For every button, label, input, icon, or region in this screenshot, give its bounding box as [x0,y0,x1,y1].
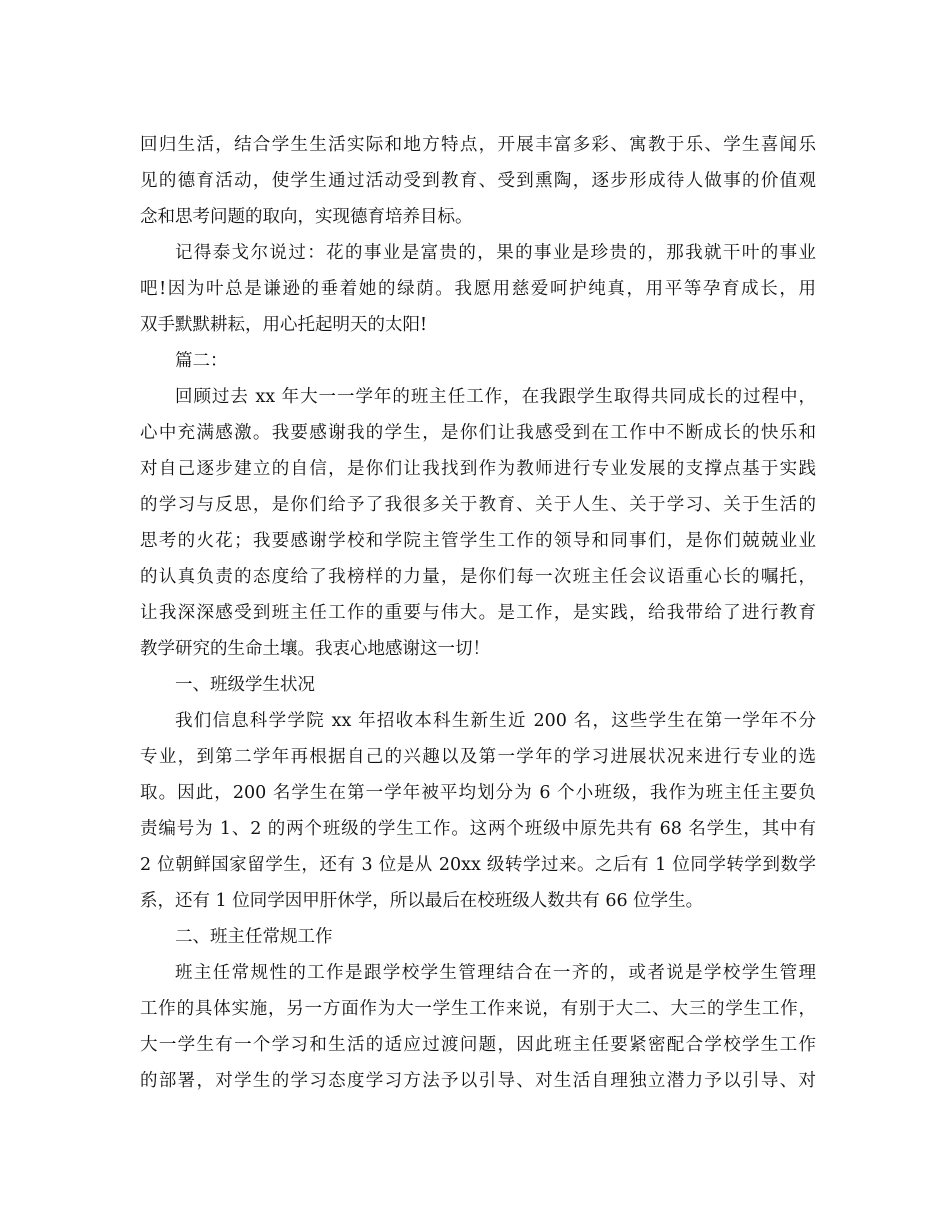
text-line: 吧!因为叶总是谦逊的垂着她的绿荫。我愿用慈爱呵护纯真，用平等孕育成长，用 [140,279,816,299]
text-line: 念和思考问题的取向，实现德育培养目标。 [140,207,473,227]
document-body [140,127,816,1099]
text-line: 系，还有 1 位同学因甲肝休学，所以最后在校班级人数共有 66 位学生。 [140,891,704,911]
text-line: 双手默默耕耘，用心托起明天的太阳! [140,315,428,335]
text-line: 的部署，对学生的学习态度学习方法予以引导、对生活自理独立潜力予以引导、对 [140,1071,816,1091]
text-line: 回归生活，结合学生生活实际和地方特点，开展丰富多彩、寓教于乐、学生喜闻乐 [140,135,816,155]
text-line: 责编号为 1、2 的两个班级的学生工作。这两个班级中原先共有 68 名学生，其中有 [140,819,816,839]
text-line: 取。因此，200 名学生在第一学年被平均划分为 6 个小班级，我作为班主任主要负 [140,783,816,803]
text-line: 记得泰戈尔说过：花的事业是富贵的，果的事业是珍贵的，那我就干叶的事业 [175,243,816,263]
text-line: 让我深深感受到班主任工作的重要与伟大。是工作，是实践，给我带给了进行教育 [140,603,816,623]
text-line: 对自己逐步建立的自信，是你们让我找到作为教师进行专业发展的支撑点基于实践 [140,459,816,479]
text-line: 见的德育活动，使学生通过活动受到教育、受到熏陶，逐步形成待人做事的价值观 [140,171,816,191]
text-line: 回顾过去 xx 年大一一学年的班主任工作，在我跟学生取得共同成长的过程中， [175,387,816,407]
text-line: 二、班主任常规工作 [175,927,333,947]
text-line: 专业，到第二学年再根据自己的兴趣以及第一学年的学习进展状况来进行专业的选 [140,747,816,767]
text-line: 工作的具体实施，另一方面作为大一学生工作来说，有别于大二、大三的学生工作， [140,999,816,1019]
text-line: 教学研究的生命土壤。我衷心地感谢这一切！ [140,639,490,659]
text-line: 2 位朝鲜国家留学生，还有 3 位是从 20xx 级转学过来。之后有 1 位同学转学到数学 [140,855,816,875]
text-line: 我们信息科学学院 xx 年招收本科生新生近 200 名，这些学生在第一学年不分 [175,711,816,731]
text-line: 的学习与反思，是你们给予了我很多关于教育、关于人生、关于学习、关于生活的 [140,495,816,515]
text-line: 的认真负责的态度给了我榜样的力量，是你们每一次班主任会议语重心长的嘱托， [140,567,816,587]
text-line: 思考的火花；我要感谢学校和学院主管学生工作的领导和同事们，是你们兢兢业业 [140,531,816,551]
text-line: 大一学生有一个学习和生活的适应过渡问题，因此班主任要紧密配合学校学生工作 [140,1035,816,1055]
text-line: 心中充满感激。我要感谢我的学生，是你们让我感受到在工作中不断成长的快乐和 [140,423,816,443]
text-line: 班主任常规性的工作是跟学校学生管理结合在一齐的，或者说是学校学生管理 [175,963,816,983]
text-line: 一、班级学生状况 [175,675,315,695]
text-line: 篇二： [175,351,228,371]
